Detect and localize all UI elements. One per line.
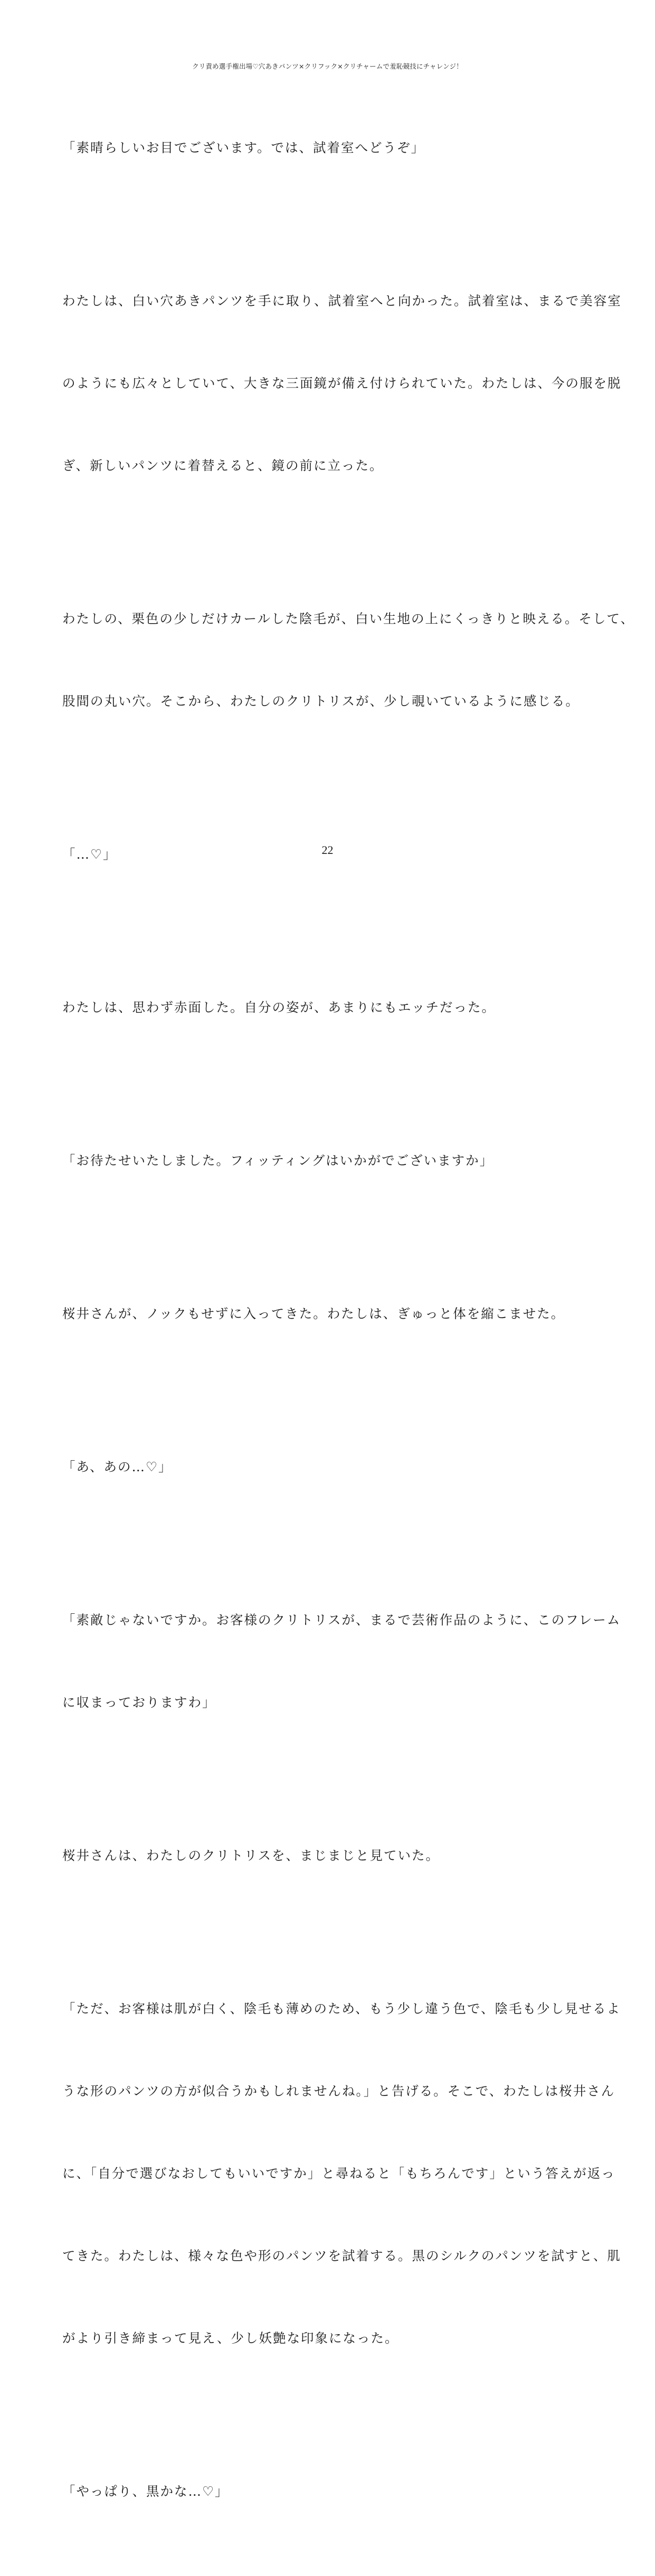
- text-line: ぎ、新しいパンツに着替えると、鏡の前に立った。: [62, 458, 384, 473]
- page-number: 22: [321, 843, 334, 857]
- paragraph-9: [62, 1552, 621, 1771]
- text-line: 「ただ、お客様は肌が白く、陰毛も薄めのため、もう少し違う色で、陰毛も少し見せるよ: [62, 2001, 621, 2016]
- paragraph-6: [62, 1092, 595, 1229]
- text-line: 「素晴らしいお目でございます。では、試着室へどうぞ」: [62, 140, 425, 155]
- text-line: 桜井さんが、ノックもせずに入ってきた。わたしは、ぎゅっと体を縮こませた。: [62, 1306, 565, 1321]
- text-line: 股間の丸い穴。そこから、わたしのクリトリスが、少し覗いているように感じる。: [62, 693, 580, 709]
- text-line: 「素敵じゃないですか。お客様のクリトリスが、まるで芸術作品のように、このフレーム: [62, 1612, 621, 1628]
- paragraph-12: [62, 2423, 595, 2560]
- paragraph-3: [62, 550, 635, 770]
- text-line: 「あ、あの…♡」: [62, 1459, 173, 1474]
- text-line: わたしの、栗色の少しだけカールした陰毛が、白い生地の上にくっきりと映える。そして、: [62, 611, 635, 626]
- text-line: に、「自分で選びなおしてもいいですか」と尋ねると「もちろんです」という答えが返っ: [62, 2166, 615, 2181]
- paragraph-7: [62, 1245, 595, 1383]
- text-line: わたしは、白い穴あきパンツを手に取り、試着室へと向かった。試着室は、まるで美容室: [62, 293, 622, 308]
- paragraph-2: [62, 232, 622, 534]
- text-line: 「…♡」: [62, 847, 117, 862]
- paragraph-8: [62, 1398, 595, 1536]
- running-header: クリ責め選手権出場♡穴あきパンツ×クリフック×クリチャームで羞恥競技にチャレンジ！: [192, 62, 463, 70]
- body-text: [62, 79, 635, 2576]
- text-line: に収まっておりますわ」: [62, 1695, 216, 1710]
- text-line: がより引き締まって見え、少し妖艶な印象になった。: [62, 2330, 399, 2346]
- paragraph-11: [62, 1940, 621, 2407]
- paragraph-5: [62, 939, 595, 1076]
- text-line: 「やっぱり、黒かな…♡」: [62, 2484, 229, 2499]
- paragraph-10: [62, 1787, 595, 1924]
- text-line: 桜井さんは、わたしのクリトリスを、まじまじと見ていた。: [62, 1848, 440, 1863]
- text-line: うな形のパンツの方が似合うかもしれませんね。」と告げる。そこで、わたしは桜井さん: [62, 2083, 615, 2099]
- paragraph-1: [62, 79, 595, 217]
- text-line: のようにも広々としていて、大きな三面鏡が備え付けられていた。わたしは、今の服を脱: [62, 375, 622, 391]
- text-line: てきた。わたしは、様々な色や形のパンツを試着する。黒のシルクのパンツを試すと、肌: [62, 2248, 621, 2263]
- text-line: わたしは、思わず赤面した。自分の姿が、あまりにもエッチだった。: [62, 1000, 496, 1015]
- text-line: 「お待たせいたしました。フィッティングはいかがでございますか」: [62, 1153, 494, 1168]
